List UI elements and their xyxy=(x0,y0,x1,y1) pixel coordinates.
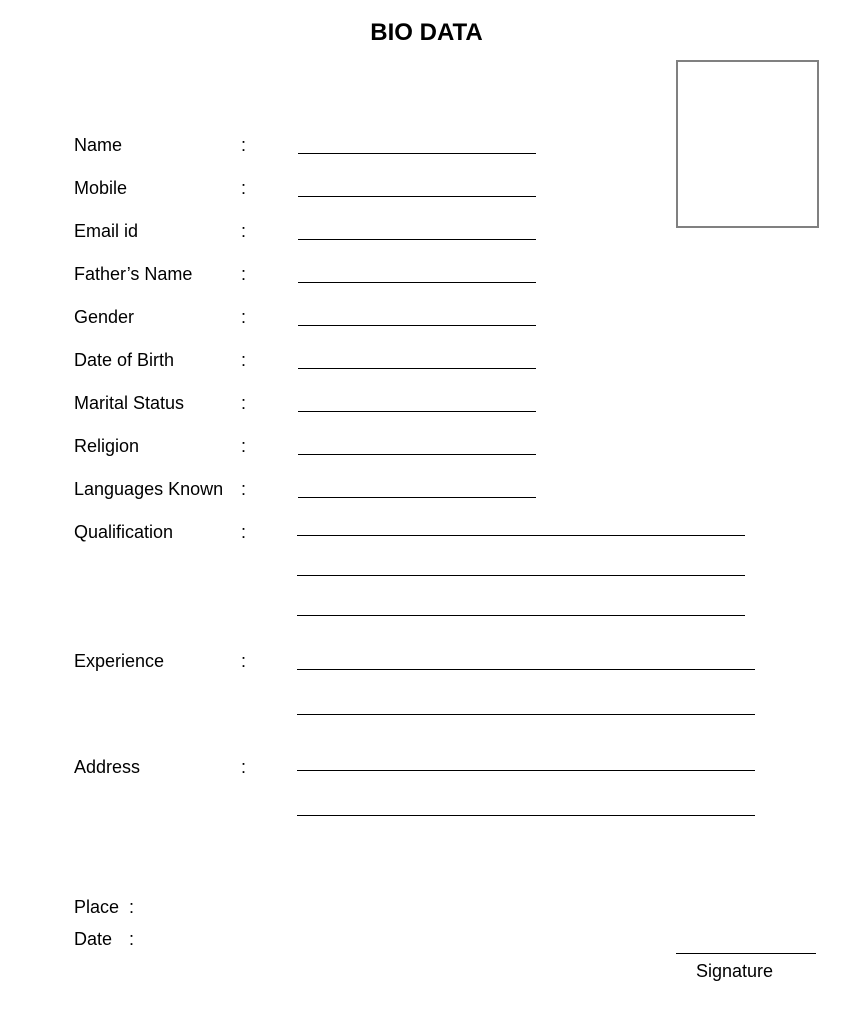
address-line-1[interactable] xyxy=(297,770,755,771)
colon: : xyxy=(129,929,135,949)
experience-line-1[interactable] xyxy=(297,669,755,670)
qualification-line-2[interactable] xyxy=(297,575,745,576)
field-label-languages-known: Languages Known xyxy=(74,479,224,499)
colon: : xyxy=(241,651,247,671)
place-label: Place xyxy=(74,897,120,917)
colon: : xyxy=(241,522,247,542)
name-line[interactable] xyxy=(298,153,536,154)
colon: : xyxy=(241,757,247,777)
signature-label: Signature xyxy=(696,961,774,981)
field-label-name: Name xyxy=(74,135,123,155)
field-label-religion: Religion xyxy=(74,436,140,456)
religion-line[interactable] xyxy=(298,454,536,455)
field-label-date-of-birth: Date of Birth xyxy=(74,350,175,370)
field-label-mobile: Mobile xyxy=(74,178,128,198)
signature-line[interactable] xyxy=(676,953,816,954)
colon: : xyxy=(241,393,247,413)
gender-line[interactable] xyxy=(298,325,536,326)
page-title: BIO DATA xyxy=(370,19,483,46)
field-label-gender: Gender xyxy=(74,307,135,327)
field-label-qualification: Qualification xyxy=(74,522,174,542)
colon: : xyxy=(241,135,247,155)
colon: : xyxy=(241,436,247,456)
languages-known-line[interactable] xyxy=(298,497,536,498)
field-label-marital-status: Marital Status xyxy=(74,393,185,413)
field-label-address: Address xyxy=(74,757,141,777)
field-label-fathers-name: Father’s Name xyxy=(74,264,193,284)
mobile-line[interactable] xyxy=(298,196,536,197)
colon: : xyxy=(241,264,247,284)
photo-box xyxy=(676,60,819,228)
colon: : xyxy=(241,350,247,370)
colon: : xyxy=(241,479,247,499)
address-line-2[interactable] xyxy=(297,815,755,816)
colon: : xyxy=(129,897,135,917)
field-label-email: Email id xyxy=(74,221,139,241)
marital-status-line[interactable] xyxy=(298,411,536,412)
email-line[interactable] xyxy=(298,239,536,240)
qualification-line-1[interactable] xyxy=(297,535,745,536)
experience-line-2[interactable] xyxy=(297,714,755,715)
fathers-name-line[interactable] xyxy=(298,282,536,283)
date-label: Date xyxy=(74,929,113,949)
colon: : xyxy=(241,307,247,327)
date-of-birth-line[interactable] xyxy=(298,368,536,369)
colon: : xyxy=(241,221,247,241)
colon: : xyxy=(241,178,247,198)
field-label-experience: Experience xyxy=(74,651,165,671)
qualification-line-3[interactable] xyxy=(297,615,745,616)
